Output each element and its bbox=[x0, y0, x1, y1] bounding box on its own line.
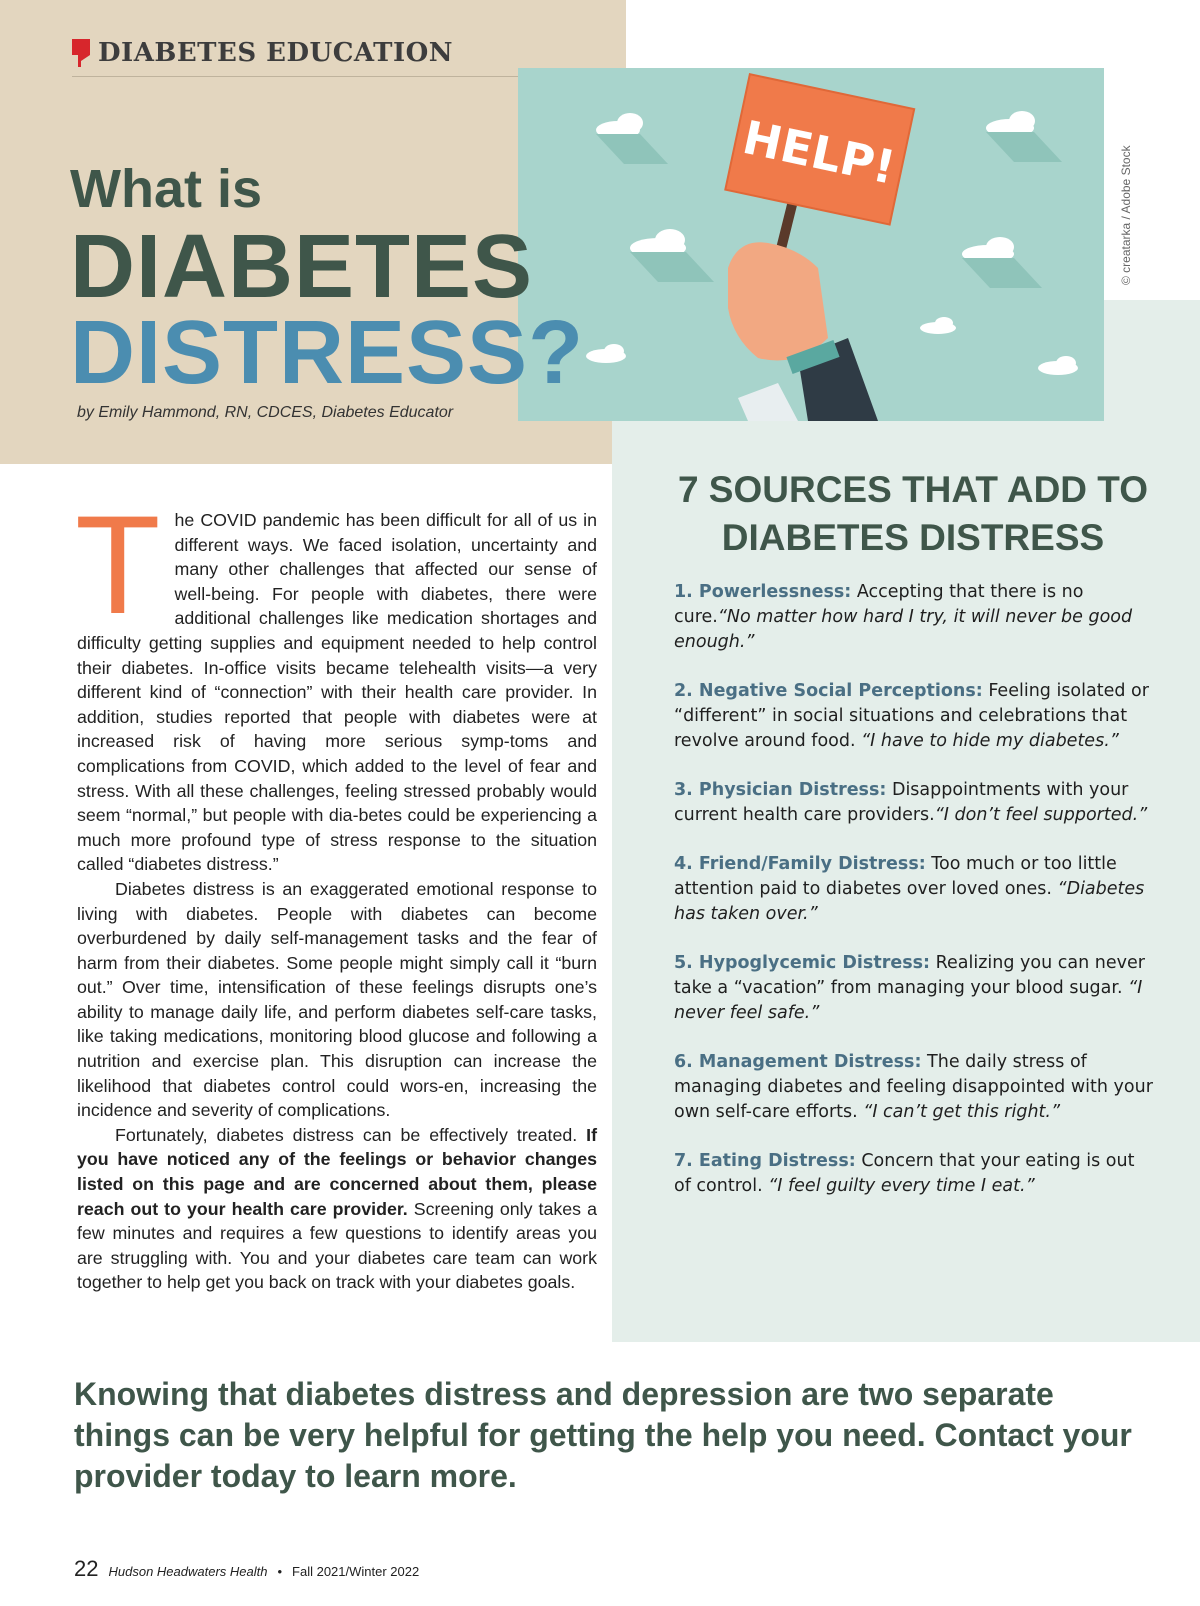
list-item: 2. Negative Social Perceptions: Feeling isolated or “different” in social situations and celebrations that revolve around food. “I have to hide my diabetes.” bbox=[674, 681, 1149, 751]
section-divider bbox=[72, 76, 522, 77]
section-label bbox=[72, 38, 453, 68]
help-sign-illustration bbox=[518, 68, 1104, 421]
issue-date: Fall 2021/Winter 2022 bbox=[292, 1564, 420, 1579]
drop-cap: T bbox=[75, 486, 161, 643]
article-paragraph: Diabetes distress is an exaggerated emotional response to living with diabetes. People with diabetes can become overburdened by daily self-management tasks and the fear of harm from their diabetes. Some people might simply call it “burn out.” Over time, intensification of these feelings disrupts one’s ability to manage daily life, and perform diabetes self-care tasks, like taking medications, monitoring blood glucose and following a nutrition and exercise plan. This disruption can increase the likelihood that diabetes control could wors-en, increasing the incidence and severity of complications. bbox=[77, 878, 597, 1121]
sidebar-title: 7 SOURCES THAT ADD TO DIABETES DISTRESS bbox=[677, 469, 1149, 558]
title-prefix: What is bbox=[70, 159, 263, 219]
help-sign-text: HELP! bbox=[738, 109, 901, 195]
article-paragraph: Fortunately, diabetes distress can be effectively treated. If you have noticed any of the feelings or behavior changes listed on this page and are concerned about them, please reach out to your health care provider. Screening only takes a few minutes and requires a few questions to identify areas you are struggling with. You and your diabetes care team can work together to help get you back on track with your diabetes goals. bbox=[77, 1124, 597, 1293]
closing-callout: Knowing that diabetes distress and depression are two separate things can be very helpful for getting the help you need. Contact your provider today to learn more. bbox=[74, 1376, 1132, 1494]
list-item: 3. Physician Distress: Disappointments with your current health care providers.“I don’t feel supported.” bbox=[674, 780, 1148, 825]
list-item: 7. Eating Distress: Concern that your eating is out of control. “I feel guilty every time I eat.” bbox=[674, 1151, 1135, 1196]
list-item: 4. Friend/Family Distress: Too much or too little attention paid to diabetes over loved ones. “Diabetes has taken over.” bbox=[674, 854, 1145, 924]
list-item: 5. Hypoglycemic Distress: Realizing you can never take a “vacation” from managing your blood sugar. “I never feel safe.” bbox=[674, 953, 1145, 1023]
page-footer bbox=[74, 1556, 419, 1582]
byline: by Emily Hammond, RN, CDCES, Diabetes Educator bbox=[77, 404, 454, 421]
footer-separator: • bbox=[277, 1564, 283, 1579]
sources-list bbox=[674, 580, 1156, 1223]
flag-icon bbox=[72, 39, 90, 67]
title-line-1: DIABETES bbox=[70, 217, 534, 317]
article-body bbox=[75, 486, 597, 1295]
list-item: 1. Powerlessness: Accepting that there is no cure.“No matter how hard I try, it will never be good enough.” bbox=[674, 582, 1133, 652]
photo-credit: © creatarka / Adobe Stock bbox=[1119, 145, 1133, 285]
title-line-2: DISTRESS? bbox=[70, 303, 585, 403]
page-number: 22 bbox=[74, 1556, 99, 1581]
article-paragraph: The COVID pandemic has been difficult for all of us in different ways. We faced isolation, uncertainty and many other challenges that affected our sense of well-being. For people with diabetes, there were additional challenges like medication shortages and difficulty getting supplies and equipment needed to help control their diabetes. In-office visits became telehealth visits—a very different kind of “connection” with their health care provider. In addition, studies reported that people with diabetes were at increased risk of having more serious symp-toms and complications from COVID, which added to the level of fear and stress. With all these challenges, feeling stressed probably would seem “normal,” but people with dia-betes could be experiencing a much more profound type of stress response to the situation called “diabetes distress.” bbox=[75, 486, 597, 875]
publication-name: Hudson Headwaters Health bbox=[108, 1564, 268, 1579]
section-label-text: DIABETES EDUCATION bbox=[98, 38, 454, 68]
list-item: 6. Management Distress: The daily stress of managing diabetes and feeling disappointed with your own self-care efforts. “I can’t get this right.” bbox=[674, 1052, 1153, 1122]
